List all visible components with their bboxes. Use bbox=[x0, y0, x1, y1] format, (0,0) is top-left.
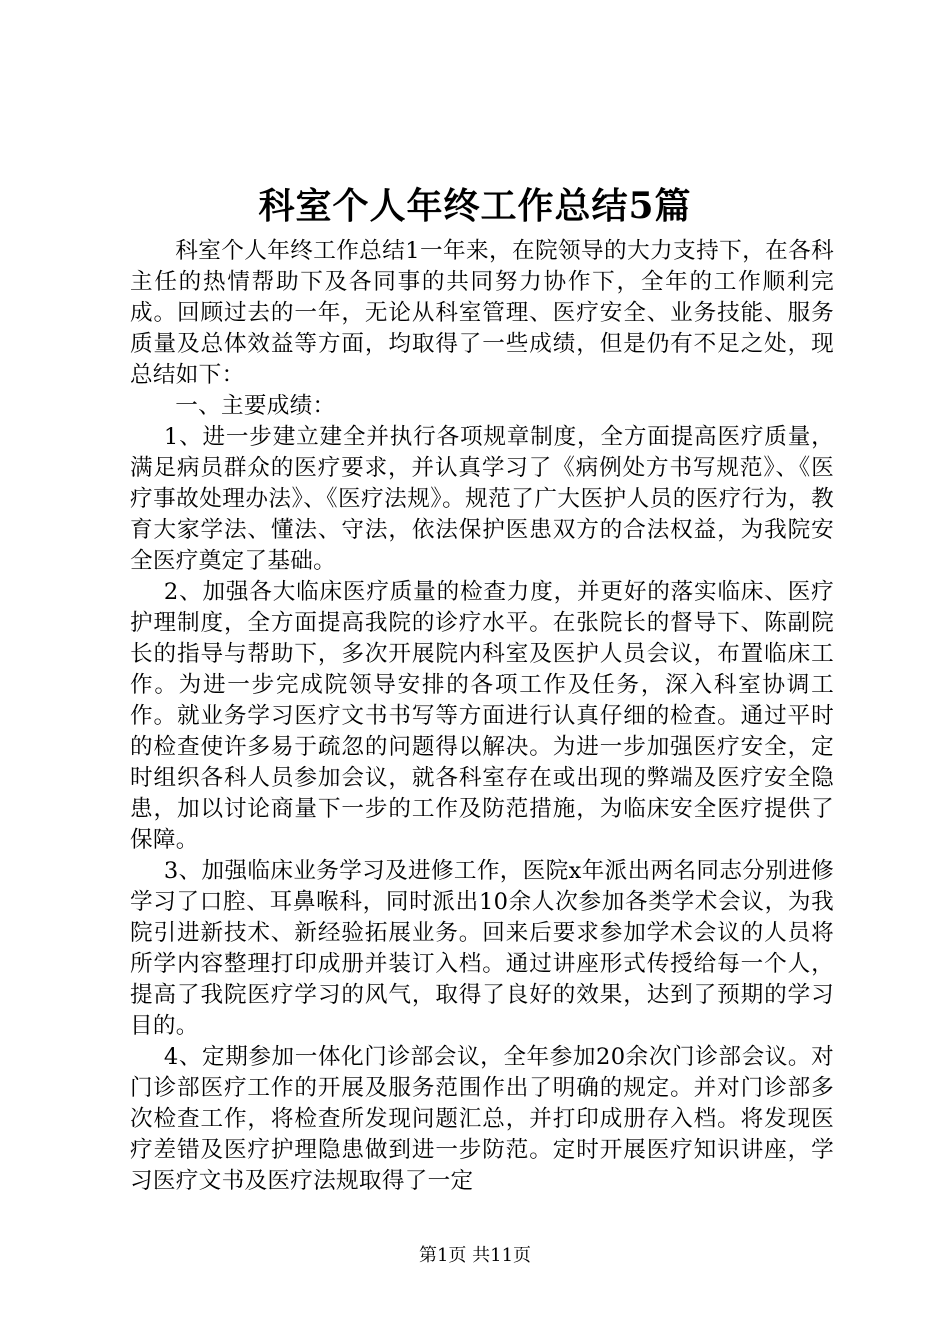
paragraph-item-1: 1、进一步建立建全并执行各项规章制度，全方面提高医疗质量，满足病员群众的医疗要求，并认真学习了《病例处方书写规范》、《医疗事故处理办法》、《医疗法规》。规范了广大医护人员的医疗行为，教育大家学法、懂法、守法，依法保护医患双方的合法权益，为我院安全医疗奠定了基础。 bbox=[130, 424, 834, 574]
paragraph-intro: 科室个人年终工作总结1一年来，在院领导的大力支持下，在各科主任的热情帮助下及各同事的共同努力协作下，全年的工作顺利完成。回顾过去的一年，无论从科室管理、医疗安全、业务技能、服务质量及总体效益等方面，均取得了一些成绩，但是仍有不足之处，现总结如下： bbox=[130, 238, 834, 388]
paragraph-item-2: 2、加强各大临床医疗质量的检查力度，并更好的落实临床、医疗护理制度，全方面提高我院的诊疗水平。在张院长的督导下、陈副院长的指导与帮助下，多次开展院内科室及医护人员会议，布置临床工作。为进一步完成院领导安排的各项工作及任务，深入科室协调工作。就业务学习医疗文书书写等方面进行认真仔细的检查。通过平时的检查使许多易于疏忽的问题得以解决。为进一步加强医疗安全，定时组织各科人员参加会议，就各科室存在或出现的弊端及医疗安全隐患，加以讨论商量下一步的工作及防范措施，为临床安全医疗提供了保障。 bbox=[130, 579, 834, 853]
page-footer: 第1页 共11页 bbox=[418, 1245, 532, 1266]
paragraph-item-4: 4、定期参加一体化门诊部会议，全年参加20余次门诊部会议。对门诊部医疗工作的开展及服务范围作出了明确的规定。并对门诊部多次检查工作，将检查所发现问题汇总，并打印成册存入档。将发现医疗差错及医疗护理隐患做到进一步防范。定时开展医疗知识讲座，学习医疗文书及医疗法规取得了一定 bbox=[130, 1044, 834, 1194]
section-heading-main-achievements: 一、主要成绩： bbox=[175, 393, 336, 419]
document-body bbox=[130, 236, 834, 1197]
paragraph-item-3: 3、加强临床业务学习及进修工作，医院x年派出两名同志分别进修学习了口腔、耳鼻喉科，同时派出10余人次参加各类学术会议，为我院引进新技术、新经验拓展业务。回来后要求参加学术会议的人员将所学内容整理打印成册并装订入档。通过讲座形式传授给每一个人，提高了我院医疗学习的风气，取得了良好的效果，达到了预期的学习目的。 bbox=[130, 858, 834, 1039]
page-title: 科室个人年终工作总结5篇 bbox=[258, 185, 692, 227]
